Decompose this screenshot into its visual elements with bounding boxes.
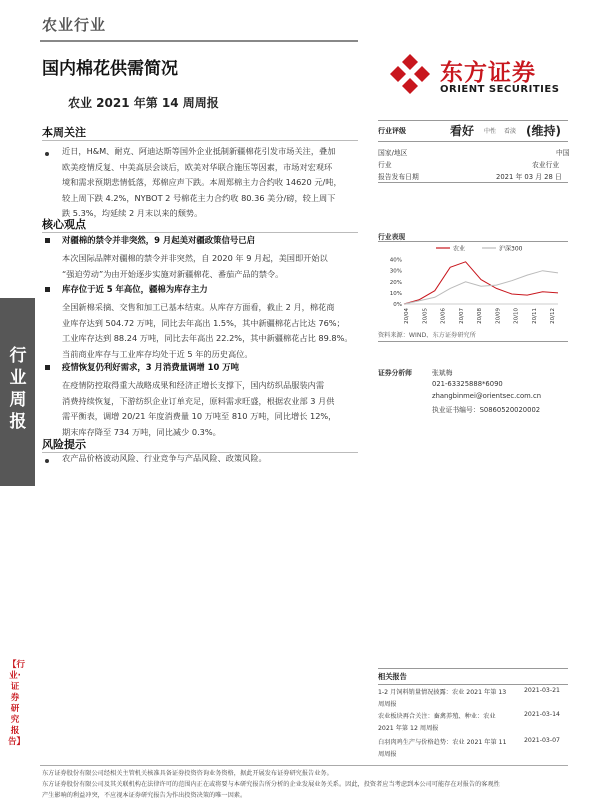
report-subtitle: 农业 2021 年第 14 周周报 — [68, 96, 219, 110]
y-tick-label: 30% — [389, 268, 402, 275]
core-heading: 核心观点 — [42, 218, 86, 231]
focus-text: 近日，H&M、耐克、阿迪达斯等国外企业抵制新疆棉花引发市场关注，叠加 欧美疫情反复、中美高层会谈后，欧美对华联合施压等因素，市场对宏观环 境和需求预期悲情低落，郑棉应声下跌。本周郑棉主力合约收 14620 元/吨， 较上周下跌 4.2%，NYBOT 2 号棉花主力合约收 80.36 美分/磅，较上周下 跌 5.3%，均延续 2 月末以来的颓势。 — [62, 146, 342, 219]
point-1-title: 对疆棉的禁令并非突然，9 月起美对疆政策信号已启 — [62, 235, 255, 245]
company-logo — [388, 52, 568, 100]
bullet-dot — [45, 152, 49, 156]
rating-bottom-line — [378, 141, 568, 142]
related-item[interactable]: 白羽肉鸡生产与价格趋势：农业 2021 年第 11 周周报 — [378, 739, 507, 758]
chart-bottom-line — [378, 341, 568, 342]
legend-label: 沪深300 — [499, 245, 523, 253]
point-2-text: 全国新棉采摘、交售和加工已基本结束。从库存方面看，截止 2 月，棉花商 业库存达到 504.72 万吨，同比去年高出 1.5%，其中新疆棉花占比达 76%； 工业库存达到 88.24 万吨，同比去年高出 22.2%，其中新疆棉花占比 89.8%。 当前商业库存与工业库存均处于近 5 年的历史高位。 — [62, 302, 353, 359]
point-3-text: 在疫情防控取得重大战略成果和经济正增长支撑下，国内纺织品服装内需 消费持续恢复，下游纺织企业订单充足，原料需求旺盛，根据农业部 3 月供 需平衡表，调增 20/21 年度消费量 10 万吨至 810 万吨，同比增长 12%， 期末库存降至 734 万吨，同比减少 0.3%。 — [62, 380, 337, 437]
analyst-cert: 执业证书编号：S0860520020002 — [432, 406, 541, 414]
series-line — [404, 262, 558, 304]
side-report-type: 【行业·证券研究报告】 — [8, 660, 26, 747]
related-item[interactable]: 1-2 月饲料销量情况披露：农业 2021 年第 13 周周报 — [378, 689, 507, 708]
chart-source: 资料来源：WIND、东方证券研究所 — [378, 332, 476, 339]
x-tick-label: 20/10 — [513, 308, 520, 324]
related-top-line — [378, 668, 568, 669]
footer-line-3: 产生影响的利益冲突，不应视本证券研究报告为作出投资决策的唯一因素。 — [42, 792, 247, 799]
x-tick-label: 20/11 — [531, 308, 538, 324]
analyst-name: 张斌梅 — [432, 369, 453, 377]
series-line — [404, 271, 558, 304]
x-tick-label: 20/07 — [458, 308, 465, 324]
y-tick-label: 40% — [389, 257, 402, 264]
performance-chart — [378, 244, 568, 330]
info-value-date: 2021 年 03 月 28 日 — [496, 173, 562, 181]
analyst-phone: 021-63325888*6090 — [432, 380, 503, 388]
related-heading: 相关报告 — [378, 672, 407, 681]
report-title: 国内棉花供需简况 — [42, 59, 178, 79]
bullet-dot — [45, 459, 49, 463]
risk-heading: 风险提示 — [42, 438, 86, 451]
focus-heading: 本周关注 — [42, 126, 86, 139]
logo-cn-text: 东方证券 — [440, 60, 536, 86]
y-tick-label: 20% — [389, 279, 402, 286]
related-date: 2021-03-07 — [524, 737, 560, 744]
info-bottom-line — [378, 182, 568, 183]
x-tick-label: 20/08 — [477, 308, 483, 324]
y-tick-label: 0% — [393, 302, 402, 308]
header-divider — [40, 40, 358, 42]
logo-en-text: ORIENT SECURITIES — [440, 84, 560, 95]
x-tick-label: 20/09 — [495, 308, 502, 324]
related-line — [378, 684, 568, 685]
bullet-square — [45, 238, 50, 243]
footer-line-2: 东方证券股份有限公司及其关联机构在法律许可的范围内正在或将要与本研究报告所分析的企业发展业务关系。因此，投资者应当考虑到本公司可能存在对报告的客观性 — [42, 781, 500, 788]
info-label-industry: 行业 — [378, 161, 392, 169]
rating-keep: (维持) — [526, 124, 561, 138]
risk-text: 农产品价格波动风险、行业竞争与产品风险、政策风险。 — [62, 453, 267, 463]
performance-heading: 行业表现 — [378, 233, 406, 241]
rating-top-line — [378, 120, 568, 121]
y-tick-label: 10% — [389, 290, 402, 297]
rating-label: 行业评级 — [378, 127, 406, 135]
info-label-date: 报告发布日期 — [378, 173, 419, 181]
info-label-region: 国家/地区 — [378, 149, 408, 157]
related-date: 2021-03-21 — [524, 687, 560, 694]
related-date: 2021-03-14 — [524, 711, 560, 718]
bullet-square — [45, 287, 50, 292]
x-tick-label: 20/05 — [422, 308, 429, 324]
legend-label: 农业 — [453, 245, 466, 253]
side-banner-text: 行业周报 — [9, 346, 27, 432]
x-tick-label: 20/04 — [404, 308, 410, 324]
analyst-label: 证券分析师 — [378, 369, 412, 377]
info-value-industry: 农业行业 — [532, 161, 560, 169]
orient-logo-icon — [388, 52, 432, 96]
point-3-title: 疫情恢复仍利好需求，3 月消费量调增 10 万吨 — [62, 362, 239, 372]
x-tick-label: 20/06 — [440, 308, 447, 324]
point-1-text: 本次国际品牌对疆棉的禁令并非突然，自 2020 年 9 月起，美国即开始以 “强迫劳动”为由开始逐步实施对新疆棉花、番茄产品的禁令。 — [62, 253, 328, 279]
sector-label: 农业行业 — [42, 16, 107, 34]
x-tick-label: 20/12 — [550, 308, 556, 324]
analyst-email[interactable]: zhangbinmei@orientsec.com.cn — [432, 392, 541, 400]
point-2-title: 库存位于近 5 年高位，疆棉为库存主力 — [62, 284, 208, 294]
info-value-region: 中国 — [556, 149, 570, 157]
rating-main: 看好 — [450, 124, 475, 138]
rating-neutral: 中性 — [484, 128, 497, 135]
footer-divider — [40, 765, 568, 766]
bullet-square — [45, 365, 50, 370]
rating-row — [378, 122, 568, 140]
related-item[interactable]: 农业板块再合关注：畜禽养殖、种业：农业 2021 年第 12 周周报 — [378, 713, 496, 732]
performance-line — [378, 241, 568, 242]
footer-line-1: 东方证券股份有限公司经相关主管机关核准具备证券投资咨询业务资格，据此开展发布证券研究报告业务。 — [42, 770, 333, 777]
rating-bearish: 看淡 — [504, 128, 517, 135]
